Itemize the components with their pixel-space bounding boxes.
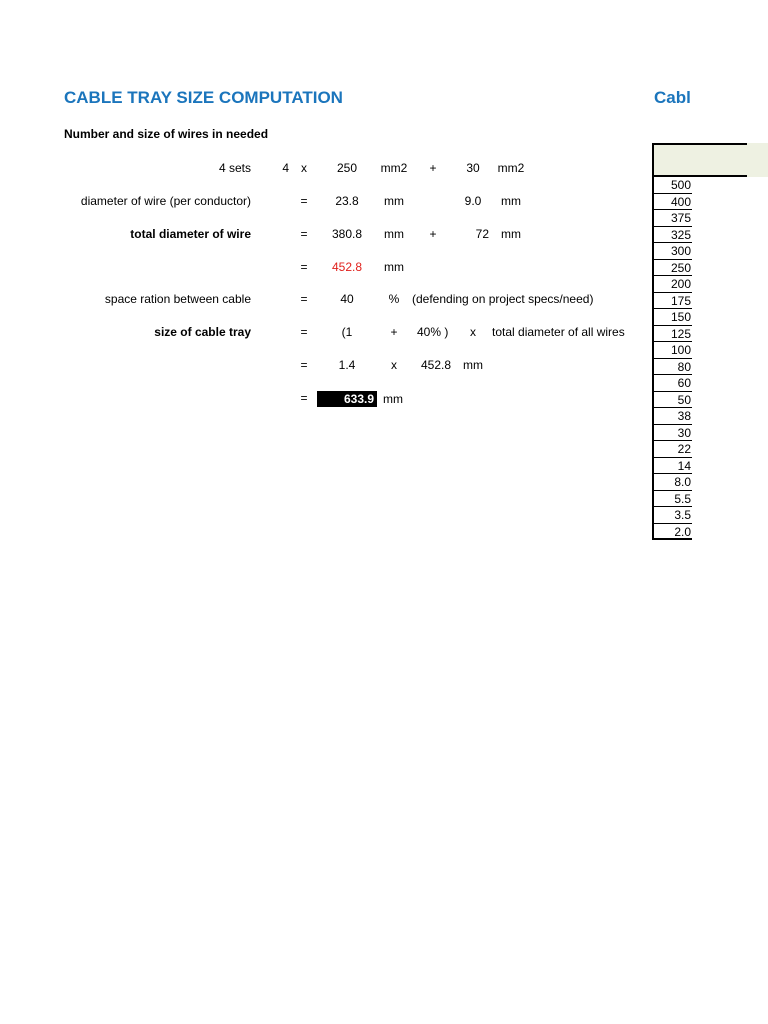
table-cell: 400 <box>654 194 692 211</box>
table-cell: 3.5 <box>654 507 692 524</box>
equals-sign: = <box>300 227 308 241</box>
table-cell: 125 <box>654 326 692 343</box>
diameter-ground-unit: mm <box>501 194 521 208</box>
wire-size-main: 250 <box>336 161 358 175</box>
diameter-total-value: 452.8 <box>420 358 452 372</box>
total-diameter-main-unit: mm <box>384 227 404 241</box>
table-cell: 150 <box>654 309 692 326</box>
table-cell: 5.5 <box>654 491 692 508</box>
tray-size-result-unit: mm <box>383 392 403 406</box>
tray-size-result: 633.9 <box>317 391 377 407</box>
wire-size-main-unit: mm2 <box>380 161 408 175</box>
multiply-sign: x <box>391 358 397 372</box>
diameter-sum-value: 452.8 <box>331 260 363 274</box>
wire-size-ground-unit: mm2 <box>497 161 525 175</box>
diameter-main: 23.8 <box>335 194 359 208</box>
table-cell: 100 <box>654 342 692 359</box>
table-cell: 38 <box>654 408 692 425</box>
diameter-total-unit: mm <box>463 358 483 372</box>
equals-sign: = <box>300 292 308 306</box>
plus-sign: + <box>429 161 437 175</box>
table-cell: 22 <box>654 441 692 458</box>
total-diameter-ground: 72 <box>475 227 489 241</box>
table-cell: 300 <box>654 243 692 260</box>
table-header <box>652 143 747 177</box>
table-cell: 200 <box>654 276 692 293</box>
multiply-sign: x <box>301 161 307 175</box>
equals-sign: = <box>300 194 308 208</box>
total-diameter-ground-unit: mm <box>501 227 521 241</box>
table-cell: 60 <box>654 375 692 392</box>
plus-sign: + <box>429 227 437 241</box>
total-diameter-label: total diameter of wire <box>130 227 251 241</box>
equals-sign: = <box>300 325 308 339</box>
table-cell: 175 <box>654 293 692 310</box>
formula-open: (1 <box>341 325 353 339</box>
table-cell: 2.0 <box>654 524 692 541</box>
factor-value: 1.4 <box>338 358 356 372</box>
subtitle: Number and size of wires in needed <box>64 127 269 141</box>
sets-count: 4 <box>282 161 289 175</box>
diameter-ground: 9.0 <box>464 194 482 208</box>
space-ratio-value: 40 <box>340 292 354 306</box>
equals-sign: = <box>300 391 308 405</box>
total-diameter-main: 380.8 <box>331 227 363 241</box>
table-cell: 375 <box>654 210 692 227</box>
page-title: CABLE TRAY SIZE COMPUTATION <box>64 88 343 107</box>
equals-sign: = <box>300 358 308 372</box>
table-cell: 325 <box>654 227 692 244</box>
diameter-label: diameter of wire (per conductor) <box>80 194 251 208</box>
space-ratio-label: space ration between cable <box>104 292 251 306</box>
table-cell: 500 <box>654 177 692 194</box>
equals-sign: = <box>300 260 308 274</box>
space-ratio-unit: % <box>388 292 400 306</box>
table-cell: 30 <box>654 425 692 442</box>
sets-label: 4 sets <box>218 161 251 175</box>
wire-size-column <box>652 177 692 540</box>
formula-note: total diameter of all wires <box>492 325 625 339</box>
tray-size-label: size of cable tray <box>154 325 251 339</box>
plus-sign: + <box>390 325 398 339</box>
diameter-sum-unit: mm <box>384 260 404 274</box>
space-ratio-note: (defending on project specs/need) <box>412 292 594 306</box>
table-cell: 50 <box>654 392 692 409</box>
multiply-sign: x <box>470 325 476 339</box>
table-cell: 8.0 <box>654 474 692 491</box>
table-cell: 80 <box>654 359 692 376</box>
formula-percent: 40% ) <box>417 325 449 339</box>
wire-size-ground: 30 <box>466 161 480 175</box>
side-table-title: Cabl <box>654 88 691 107</box>
table-cell: 14 <box>654 458 692 475</box>
wire-size-table <box>652 143 768 541</box>
diameter-main-unit: mm <box>384 194 404 208</box>
table-cell: 250 <box>654 260 692 277</box>
